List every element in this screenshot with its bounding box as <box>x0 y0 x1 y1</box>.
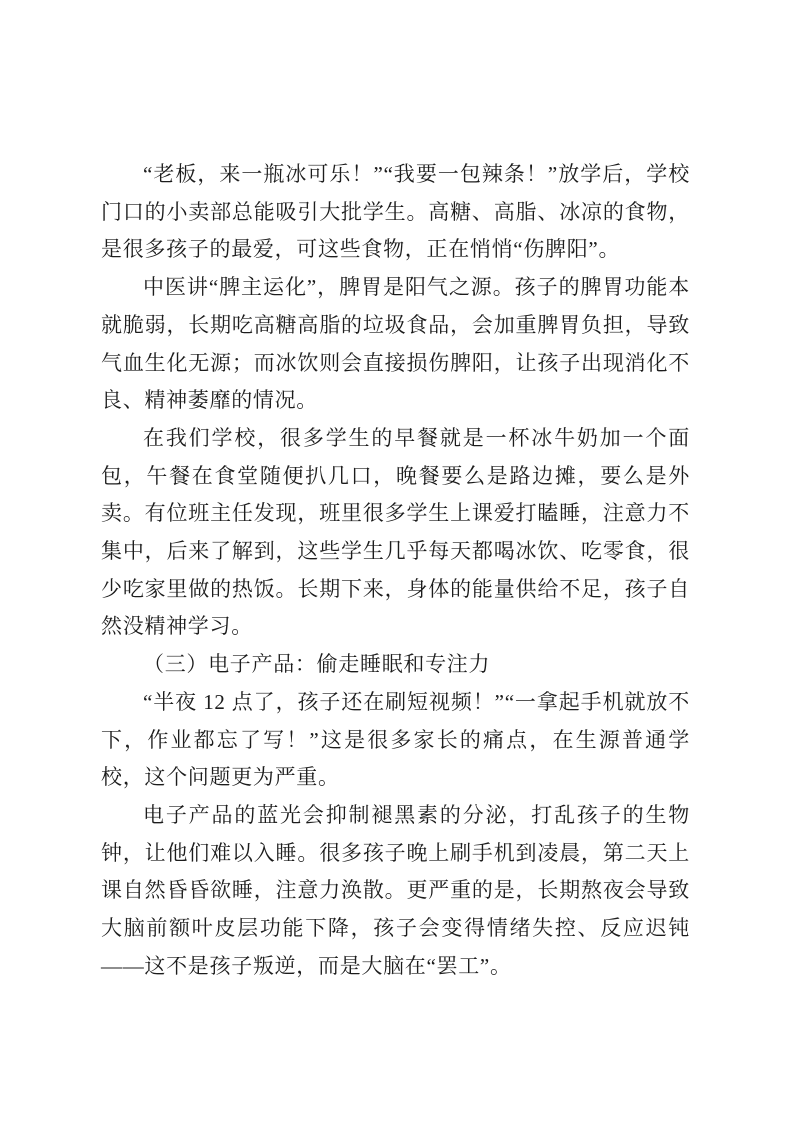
section-heading-electronics: （三）电子产品：偷走睡眠和专注力 <box>143 652 491 677</box>
paragraph-snack-shop: “老板，来一瓶冰可乐！”“我要一包辣条！”放学后，学校门口的小卖部总能吸引大批学生。高糖、高脂、冰凉的食物，是很多孩子的最爱，可这些食物，正在悄悄“伤脾阳”。 <box>101 162 690 262</box>
document-page <box>101 156 690 985</box>
paragraph-school-diet: 在我们学校，很多学生的早餐就是一杯冰牛奶加一个面包，午餐在食堂随便扒几口，晚餐要么是路边摊，要么是外卖。有位班主任发现，班里很多学生上课爱打瞌睡，注意力不集中，后来了解到，这些学生几乎每天都喝冰饮、吃零食，很少吃家里做的热饭。长期下来，身体的能量供给不足，孩子自然没精神学习。 <box>101 425 690 639</box>
paragraph-tcm-spleen: 中医讲“脾主运化”，脾胃是阳气之源。孩子的脾胃功能本就脆弱，长期吃高糖高脂的垃圾食品，会加重脾胃负担，导致气血生化无源；而冰饮则会直接损伤脾阳，让孩子出现消化不良、精神萎靡的情况。 <box>101 275 690 413</box>
paragraph-parents-pain: “半夜 12 点了，孩子还在刷短视频！”“一拿起手机就放不下，作业都忘了写！”这是很多家长的痛点，在生源普通学校，这个问题更为严重。 <box>101 689 690 790</box>
paragraph-blue-light: 电子产品的蓝光会抑制褪黑素的分泌，打乱孩子的生物钟，让他们难以入睡。很多孩子晚上刷手机到凌晨，第二天上课自然昏昏欲睡，注意力涣散。更严重的是，长期熬夜会导致大脑前额叶皮层功能下降，孩子会变得情绪失控、反应迟钝——这不是孩子叛逆，而是大脑在“罢工”。 <box>101 802 690 978</box>
